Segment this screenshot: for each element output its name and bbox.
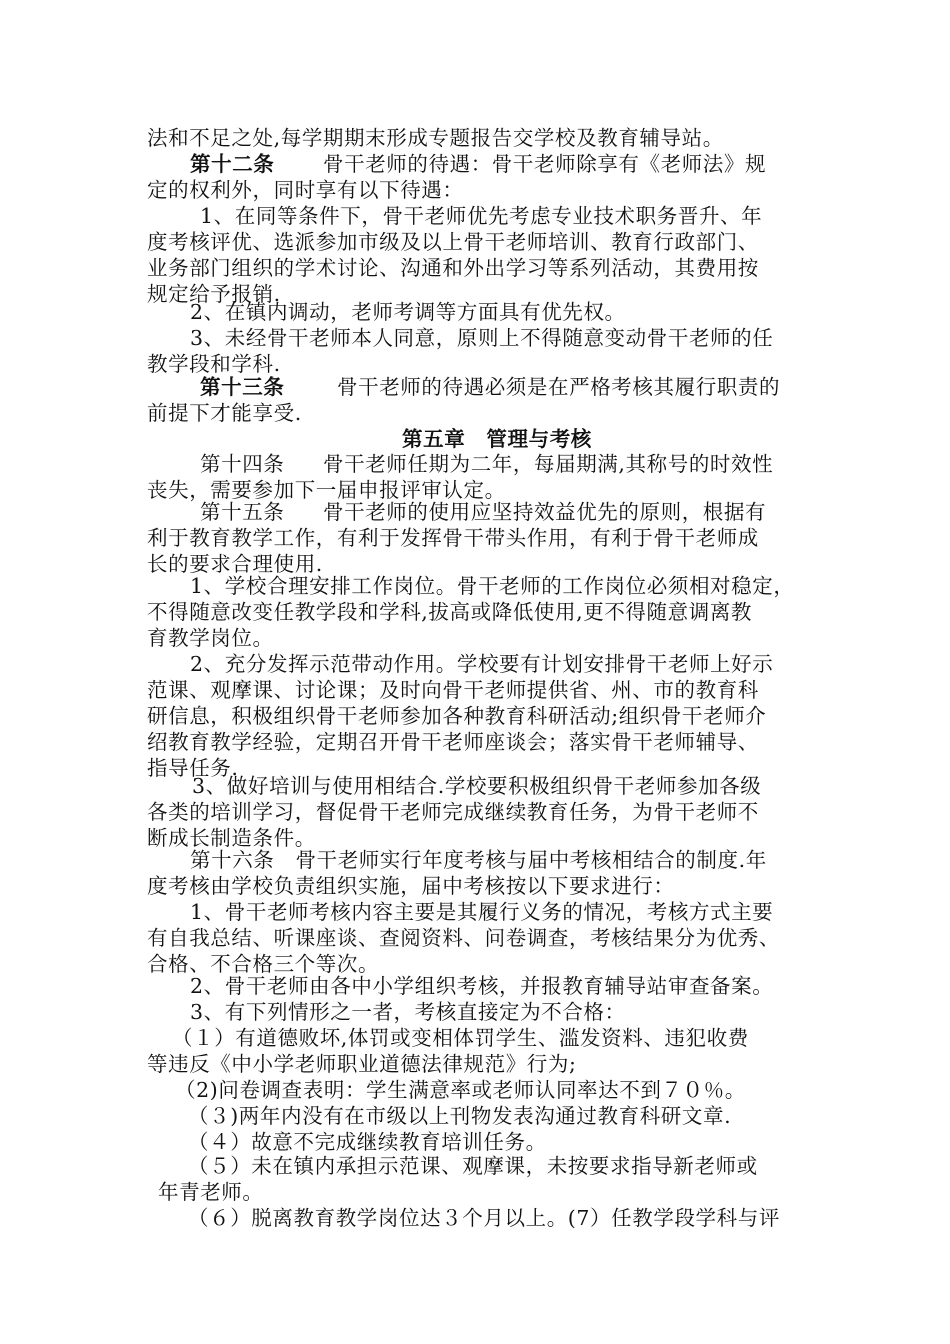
text-line: 第十五条 — [200, 500, 285, 524]
text-line: 骨干老师任期为二年，每届期满,其称号的时效性 — [323, 452, 774, 476]
text-line: 指导任务. — [147, 756, 239, 780]
text-line: （2)问卷调查表明：学生满意率或老师认同率达不到７０％。 — [175, 1078, 746, 1102]
article-heading: 第十二条 — [190, 152, 275, 176]
text-line: 等违反《中小学老师职业道德法律规范》行为; — [147, 1052, 577, 1076]
text-line: 前提下才能享受. — [147, 401, 302, 425]
text-line: 度考核评优、选派参加市级及以上骨干老师培训、教育行政部门、 — [147, 230, 759, 254]
text-line: 3、做好培训与使用相结合.学校要积极组织骨干老师参加各级 — [192, 774, 762, 798]
text-line: 研信息，积极组织骨干老师参加各种教育科研活动;组织骨干老师介 — [147, 704, 767, 728]
text-line: （３)两年内没有在市级以上刊物发表沟通过教育科研文章. — [188, 1104, 732, 1128]
text-line: 1、骨干老师考核内容主要是其履行义务的情况，考核方式主要 — [190, 900, 774, 924]
text-line: 断成长制造条件。 — [147, 826, 316, 850]
text-line: 合格、不合格三个等次。 — [147, 952, 380, 976]
text-line: 有自我总结、听课座谈、查阅资料、问卷调查，考核结果分为优秀、 — [147, 926, 780, 950]
article-heading: 第十三条 — [200, 375, 285, 399]
text-line: 育教学岗位。 — [147, 626, 274, 650]
text-line: （１）有道德败坏,体罚或变相体罚学生、滥发资料、违犯收费 — [172, 1026, 749, 1050]
chapter-title: 第五章 管理与考核 — [402, 427, 592, 451]
text-line: 2、充分发挥示范带动作用。学校要有计划安排骨干老师上好示 — [190, 652, 774, 676]
text-line: 1、学校合理安排工作岗位。骨干老师的工作岗位必须相对稳定， — [190, 574, 795, 598]
text-line: 各类的培训学习，督促骨干老师完成继续教育任务，为骨干老师不 — [147, 800, 759, 824]
text-line: 长的要求合理使用. — [147, 552, 323, 576]
text-line: 业务部门组织的学术讨论、沟通和外出学习等系列活动，其费用按 — [147, 256, 759, 280]
text-line: （５）未在镇内承担示范课、观摩课，未按要求指导新老师或 — [188, 1154, 758, 1178]
text-line: 骨干老师的待遇：骨干老师除享有《老师法》规 — [323, 152, 767, 176]
text-line: 教学段和学科. — [147, 352, 281, 376]
text-line: 规定给予报销. — [147, 282, 281, 306]
text-line: 第十六条 骨干老师实行年度考核与届中考核相结合的制度.年 — [190, 848, 767, 872]
text-line: 不得随意改变任教学段和学科,拔高或降低使用,更不得随意调离教 — [147, 600, 753, 624]
text-line: （４）故意不完成继续教育培训任务。 — [188, 1130, 547, 1154]
text-line: 利于教育教学工作，有利于发挥骨干带头作用，有利于骨干老师成 — [147, 526, 759, 550]
text-line: 2、在镇内调动，老师考调等方面具有优先权。 — [190, 300, 626, 324]
text-line: 3、未经骨干老师本人同意，原则上不得随意变动骨干老师的任 — [190, 326, 774, 350]
text-line: 丧失，需要参加下一届申报评审认定。 — [147, 478, 506, 502]
text-line: 度考核由学校负责组织实施，届中考核按以下要求进行： — [147, 874, 675, 898]
text-line: 定的权利外，同时享有以下待遇： — [147, 178, 464, 202]
text-line: 法和不足之处,每学期期末形成专题报告交学校及教育辅导站。 — [147, 126, 724, 150]
text-line: 3、有下列情形之一者，考核直接定为不合格： — [190, 1000, 626, 1024]
text-line: 绍教育教学经验，定期召开骨干老师座谈会；落实骨干老师辅导、 — [147, 730, 759, 754]
text-line: 骨干老师的使用应坚持效益优先的原则，根据有 — [323, 500, 767, 524]
text-line: （６）脱离教育教学岗位达３个月以上。(7）任教学段学科与评 — [188, 1206, 780, 1230]
text-line: 1、在同等条件下，骨干老师优先考虑专业技术职务晋升、年 — [200, 204, 763, 228]
text-line: 骨干老师的待遇必须是在严格考核其履行职责的 — [337, 375, 781, 399]
text-line: 年青老师。 — [158, 1180, 264, 1204]
text-line: 第十四条 — [200, 452, 285, 476]
text-line: 范课、观摩课、讨论课；及时向骨干老师提供省、州、市的教育科 — [147, 678, 759, 702]
text-line: 2、骨干老师由各中小学组织考核，并报教育辅导站审查备案。 — [190, 974, 774, 998]
